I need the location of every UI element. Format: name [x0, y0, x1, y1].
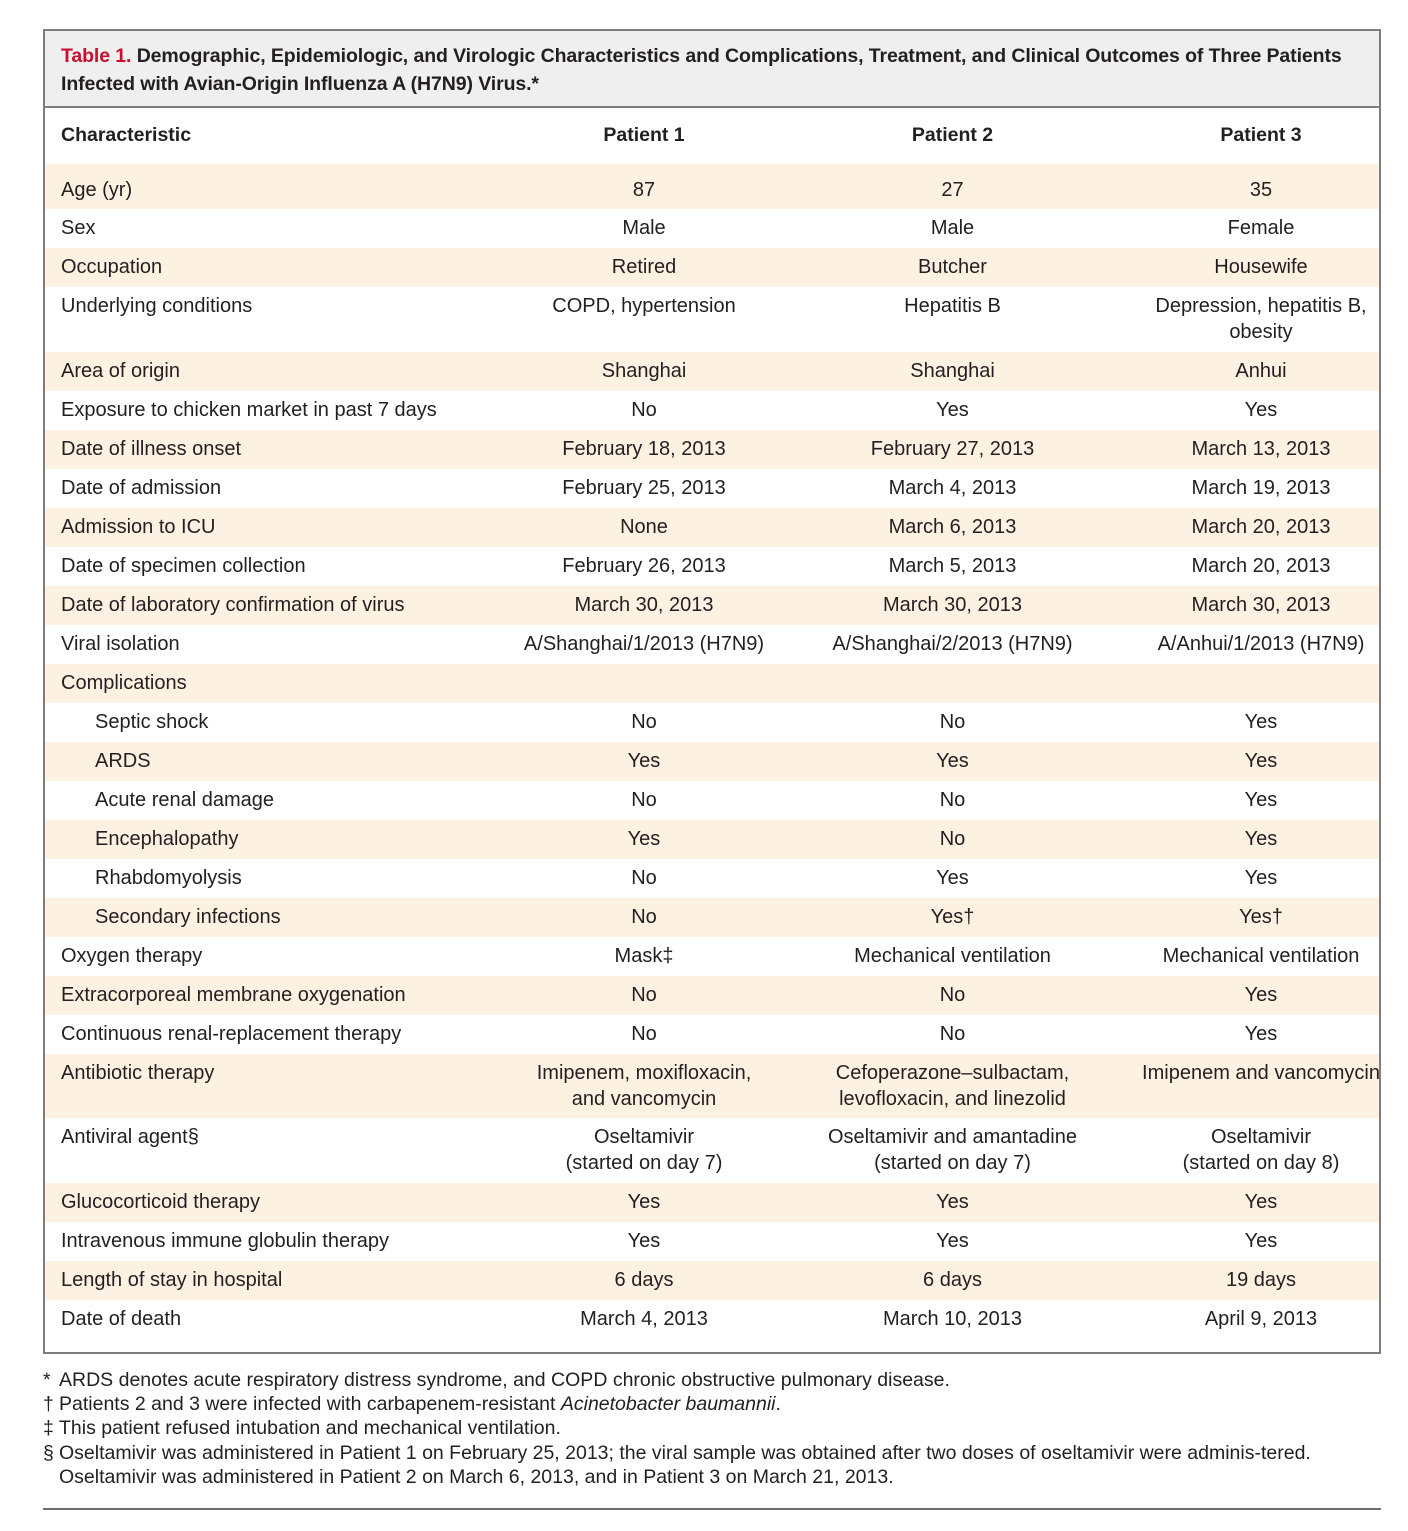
table-row: [45, 664, 1379, 703]
patient-2-value: No: [939, 828, 966, 850]
patient-2-value: Yes: [936, 750, 969, 772]
table-row: [45, 976, 1379, 1015]
patient-1-value: Yes: [627, 750, 661, 772]
patient-2-value: March 10, 2013: [883, 1308, 1022, 1330]
patient-3-value: Housewife: [1214, 256, 1308, 278]
table-row: [45, 1118, 1379, 1183]
table-header-row: [45, 108, 1379, 164]
table-row: [45, 1015, 1379, 1054]
row-label: Glucocorticoid therapy: [61, 1191, 260, 1213]
patient-2-value: Mechanical ventilation: [854, 945, 1051, 967]
patient-3-value: Yes: [1244, 1191, 1278, 1213]
patient-3-value: March 20, 2013: [1191, 555, 1331, 577]
patient-1-value: March 4, 2013: [580, 1308, 708, 1330]
patient-3-value: March 19, 2013: [1191, 477, 1331, 499]
table-row: [45, 781, 1379, 820]
row-label: Admission to ICU: [61, 516, 216, 538]
row-label: Length of stay in hospital: [61, 1269, 283, 1291]
patient-1-value: Retired: [611, 256, 677, 278]
row-label: Rhabdomyolysis: [95, 867, 242, 889]
footnote-mark: *: [43, 1369, 51, 1391]
patient-2-value: March 5, 2013: [888, 555, 1017, 577]
table-row: [45, 1222, 1379, 1261]
table-row: [45, 469, 1379, 508]
table-row: [45, 742, 1379, 781]
table-row: [45, 820, 1379, 859]
patient-3-value: March 30, 2013: [1191, 594, 1331, 616]
row-label: Continuous renal-replacement therapy: [61, 1023, 402, 1045]
column-header: Patient 2: [911, 124, 994, 146]
table-row: [45, 1183, 1379, 1222]
patient-2-value: March 4, 2013: [888, 477, 1017, 499]
patient-1-value: 87: [632, 179, 656, 201]
table-row: [45, 703, 1379, 742]
patient-1-value: No: [631, 399, 657, 421]
row-label: Acute renal damage: [95, 789, 275, 811]
patient-3-value: Oseltamivir (started on day 8): [1182, 1126, 1340, 1174]
footnote-mark: §: [43, 1441, 54, 1464]
patient-3-value: Female: [1227, 217, 1295, 239]
patient-2-value: No: [939, 984, 966, 1006]
column-header: Patient 1: [603, 124, 685, 146]
row-label: Complications: [61, 672, 187, 694]
patient-2-value: Yes: [936, 1191, 969, 1213]
table-row: [45, 1054, 1379, 1118]
patient-3-value: A/Anhui/1/2013 (H7N9): [1157, 633, 1365, 655]
table-frame: [43, 29, 1381, 1354]
patient-2-value: March 6, 2013: [888, 516, 1017, 538]
patient-1-value: A/Shanghai/1/2013 (H7N9): [523, 633, 765, 655]
patient-3-value: March 13, 2013: [1191, 438, 1331, 460]
row-label: Occupation: [61, 256, 163, 278]
patient-1-value: COPD, hypertension: [552, 295, 736, 317]
patient-3-value: Depression, hepatitis B, obesity: [1155, 295, 1367, 343]
footnote-text-plain: Patients 2 and 3 were infected with carbapenem-resistant: [59, 1393, 561, 1416]
table-row: [45, 164, 1379, 209]
patient-1-value: Male: [622, 217, 666, 239]
patient-2-value: Yes: [936, 399, 969, 421]
footnote-text: [59, 1392, 1381, 1416]
patient-2-value: March 30, 2013: [883, 594, 1022, 616]
table-row: [45, 547, 1379, 586]
row-label: Viral isolation: [61, 633, 180, 655]
patient-3-value: Yes†: [1239, 906, 1283, 928]
patient-2-value: Butcher: [918, 256, 987, 278]
table-body: [45, 164, 1379, 1339]
table-row: [45, 1261, 1379, 1300]
patient-3-value: Yes: [1244, 789, 1278, 811]
row-label: Sex: [61, 217, 96, 239]
patient-3-value: 19 days: [1225, 1269, 1297, 1291]
table-row: [45, 209, 1379, 248]
patient-3-value: Yes: [1244, 828, 1278, 850]
footnote-mark: †: [43, 1393, 54, 1416]
patient-2-value: Yes: [936, 1230, 969, 1252]
patient-3-value: 35: [1249, 179, 1273, 201]
row-label: Oxygen therapy: [61, 945, 203, 967]
row-label: Underlying conditions: [61, 295, 253, 317]
table-row: [45, 625, 1379, 664]
table-row: [45, 1300, 1379, 1339]
footnote: [43, 1441, 1381, 1489]
row-label: Intravenous immune globulin therapy: [61, 1230, 389, 1252]
bottom-rule: [43, 1508, 1381, 1510]
footnote-text-after: .: [775, 1393, 781, 1416]
table-caption: [45, 31, 1379, 108]
footnotes: [43, 1368, 1381, 1489]
patient-2-value: A/Shanghai/2/2013 (H7N9): [832, 633, 1073, 655]
patient-2-value: 27: [941, 179, 964, 201]
footnote: [43, 1392, 1381, 1416]
row-label: Date of death: [61, 1308, 182, 1330]
patient-3-value: April 9, 2013: [1204, 1308, 1318, 1330]
footnote-text: ARDS denotes acute respiratory distress syndrome, and COPD chronic obstructive pulmonary disease.: [59, 1369, 950, 1391]
patient-1-value: Shanghai: [601, 360, 687, 382]
table-row: [45, 352, 1379, 391]
patient-2-value: Yes†: [930, 906, 975, 928]
table-title: Demographic, Epidemiologic, and Virologic Characteristics and Complications, Treatment, and Clinical Outcomes of Three Patients Infected with Avian-Origin Influenza A (H7N9) Virus.*: [61, 45, 1342, 95]
patient-1-value: Yes: [627, 1230, 661, 1252]
table-row: [45, 391, 1379, 430]
row-label: ARDS: [95, 750, 151, 772]
row-label: Antiviral agent§: [61, 1126, 199, 1148]
table-row: [45, 430, 1379, 469]
patient-3-value: Mechanical ventilation: [1162, 945, 1360, 967]
patient-1-value: February 26, 2013: [562, 555, 726, 577]
patient-2-value: No: [939, 711, 966, 733]
table-row: [45, 287, 1379, 352]
table-row: [45, 508, 1379, 547]
table-row: [45, 586, 1379, 625]
row-label: Septic shock: [95, 711, 209, 733]
patient-1-value: No: [631, 1023, 657, 1045]
footnote-text: This patient refused intubation and mechanical ventilation.: [59, 1417, 561, 1440]
row-label: Date of illness onset: [61, 438, 242, 460]
column-header: Characteristic: [61, 124, 192, 146]
row-label: Date of specimen collection: [61, 555, 306, 577]
row-label: Secondary infections: [95, 906, 281, 928]
patient-3-value: Yes: [1244, 867, 1278, 889]
patient-1-value: Yes: [627, 1191, 661, 1213]
footnote-mark: ‡: [43, 1417, 54, 1440]
patient-1-value: Imipenem, moxifloxacin, and vancomycin: [536, 1062, 752, 1110]
patient-2-value: Male: [930, 217, 975, 239]
patient-1-value: Yes: [627, 828, 661, 850]
patient-1-value: No: [631, 711, 657, 733]
row-label: Extracorporeal membrane oxygenation: [61, 984, 406, 1006]
table-row: [45, 859, 1379, 898]
patient-1-value: Oseltamivir (started on day 7): [565, 1126, 723, 1174]
patient-1-value: February 18, 2013: [562, 438, 726, 460]
patient-1-value: February 25, 2013: [562, 477, 726, 499]
patient-2-value: February 27, 2013: [870, 438, 1035, 460]
row-label: Encephalopathy: [95, 828, 239, 850]
row-label: Date of laboratory confirmation of virus: [61, 594, 405, 616]
patient-1-value: No: [631, 789, 657, 811]
patient-2-value: Oseltamivir and amantadine (started on day 7): [827, 1126, 1077, 1174]
table-row: [45, 937, 1379, 976]
patient-3-value: Yes: [1244, 1023, 1278, 1045]
patient-3-value: Yes: [1244, 984, 1278, 1006]
patient-3-value: Imipenem and vancomycin: [1142, 1062, 1380, 1084]
patient-3-value: March 20, 2013: [1191, 516, 1331, 538]
patient-3-value: Yes: [1244, 1230, 1278, 1252]
patient-2-value: Shanghai: [910, 360, 995, 382]
patient-1-value: No: [631, 906, 657, 928]
patient-1-value: No: [631, 984, 657, 1006]
patient-2-value: Yes: [936, 867, 969, 889]
patient-1-value: 6 days: [614, 1269, 674, 1291]
patient-2-value: No: [939, 1023, 966, 1045]
row-label: Antibiotic therapy: [61, 1062, 215, 1084]
footnote: [43, 1368, 1381, 1392]
patient-3-value: Yes: [1244, 399, 1278, 421]
patient-2-value: Cefoperazone–sulbactam, levofloxacin, and linezolid: [835, 1062, 1070, 1110]
row-label: Age (yr): [61, 179, 133, 201]
footnote-text-italic: Acinetobacter baumannii: [560, 1393, 776, 1416]
patient-1-value: March 30, 2013: [574, 594, 714, 616]
row-label: Date of admission: [61, 477, 222, 499]
row-label: Exposure to chicken market in past 7 days: [61, 399, 437, 421]
patient-1-value: Mask‡: [614, 945, 674, 967]
table-row: [45, 248, 1379, 287]
patient-2-value: No: [939, 789, 966, 811]
footnote-text: Oseltamivir was administered in Patient 1 on February 25, 2013; the viral sample was obtained after two doses of oseltamivir were adminis-tered. Oseltamivir was administered in Patient 2 on March 6, 2013, and in Patient 3 on March 21, 2013.: [59, 1441, 1311, 1488]
patient-3-value: Anhui: [1235, 360, 1287, 382]
patient-1-value: None: [620, 516, 668, 538]
column-header: Patient 3: [1220, 124, 1302, 146]
patient-3-value: Yes: [1244, 750, 1278, 772]
patient-2-value: Hepatitis B: [904, 295, 1001, 317]
table-label: Table 1.: [61, 45, 132, 67]
patient-3-value: Yes: [1244, 711, 1278, 733]
patient-1-value: No: [631, 867, 657, 889]
footnote: [43, 1416, 1381, 1440]
table-row: [45, 898, 1379, 937]
patient-2-value: 6 days: [923, 1269, 982, 1291]
row-label: Area of origin: [61, 360, 180, 382]
